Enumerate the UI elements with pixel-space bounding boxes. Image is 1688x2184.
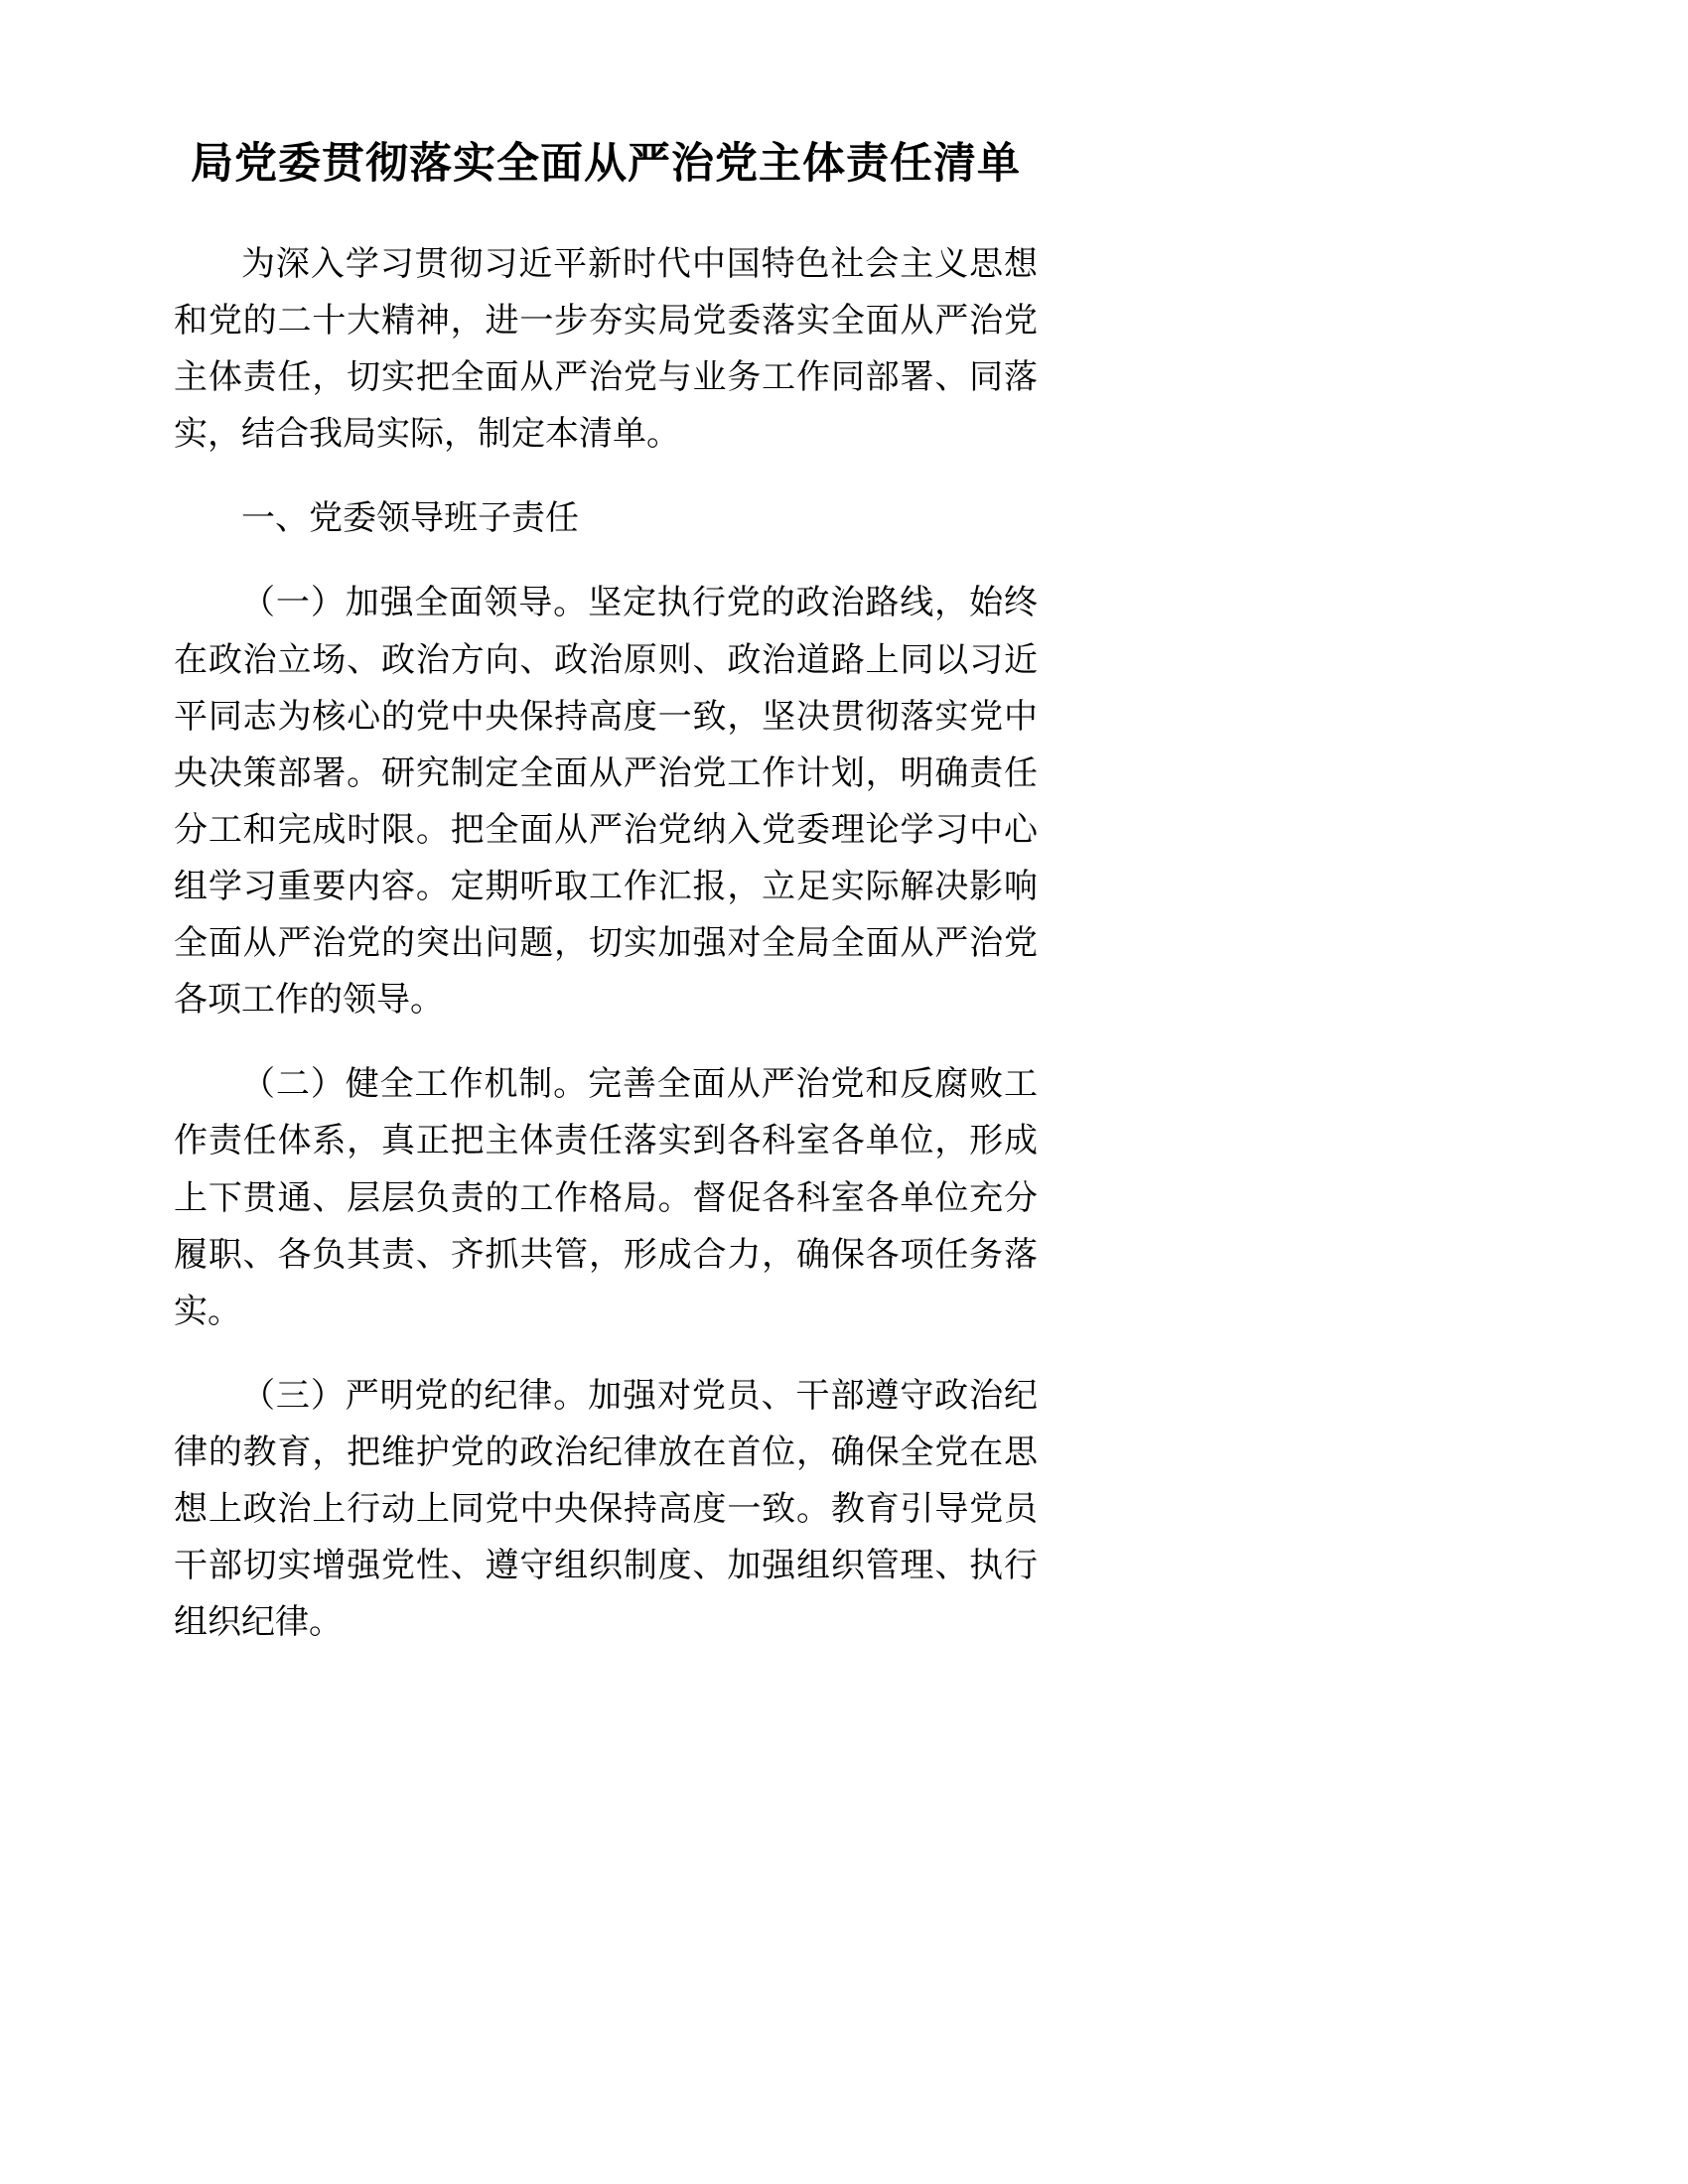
intro-paragraph: 为深入学习贯彻习近平新时代中国特色社会主义思想和党的二十大精神，进一步夯实局党委落实全面从严治党主体责任，切实把全面从严治党与业务工作同部署、同落实，结合我局实际，制定本清单。 xyxy=(174,244,1038,454)
section-1-heading: 一、党委领导班子责任 xyxy=(241,499,579,538)
document-title: 局党委贯彻落实全面从严治党主体责任清单 xyxy=(191,140,1021,188)
section-1-item-1: （一）加强全面领导。坚定执行党的政治路线，始终在政治立场、政治方向、政治原则、政治道路上同以习近平同志为核心的党中央保持高度一致，坚决贯彻落实党中央决策部署。研究制定全面从严治党工作计划，明确责任分工和完成时限。把全面从严治党纳入党委理论学习中心组学习重要内容。定期听取工作汇报，立足实际解决影响全面从严治党的突出问题，切实加强对全局全面从严治党各项工作的领导。 xyxy=(174,584,1038,1020)
section-1-item-3: （三）严明党的纪律。加强对党员、干部遵守政治纪律的教育，把维护党的政治纪律放在首位，确保全党在思想上政治上行动上同党中央保持高度一致。教育引导党员干部切实增强党性、遵守组织制度、加强组织管理、执行组织纪律。 xyxy=(174,1376,1038,1642)
section-1-item-2: （二）健全工作机制。完善全面从严治党和反腐败工作责任体系，真正把主体责任落实到各科室各单位，形成上下贯通、层层负责的工作格局。督促各科室各单位充分履职、各负其责、齐抓共管，形成合力，确保各项任务落实。 xyxy=(174,1065,1038,1330)
